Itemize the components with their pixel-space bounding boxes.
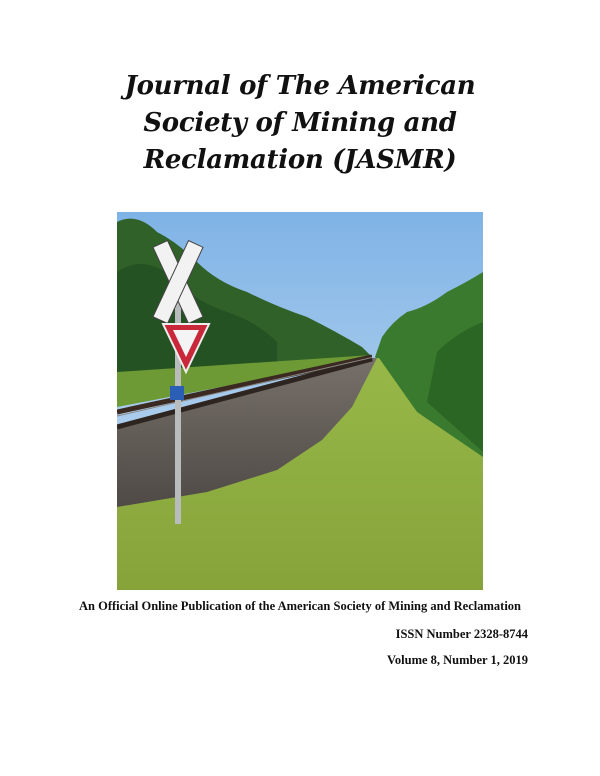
title-line-1: Journal of The American [124,71,476,101]
volume-number: Volume 8, Number 1, 2019 [387,653,528,667]
issn-number: ISSN Number 2328-8744 [395,627,528,641]
cover-photo [117,212,483,590]
title-line-2: Society of Mining and [143,108,457,138]
publication-tagline: An Official Online Publication of the American Society of Mining and Reclamation [79,599,521,613]
journal-title [0,68,600,179]
title-line-3: Reclamation (JASMR) [143,145,457,175]
